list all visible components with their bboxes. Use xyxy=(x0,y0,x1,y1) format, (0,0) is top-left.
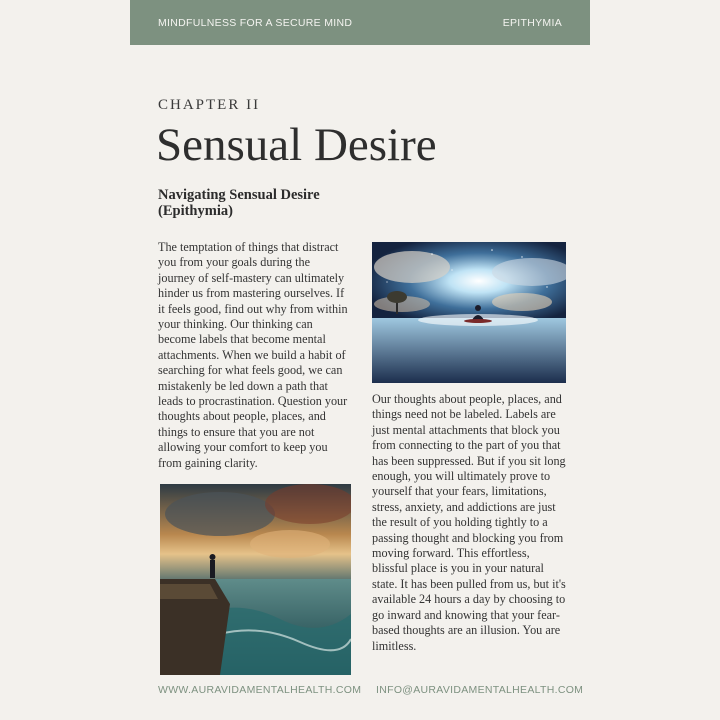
left-paragraph: The temptation of things that distract you from your goals during the journey of self-mastery can ultimately hinder us from mastering ourselves. If it feels good, find out why from within your thinking. Our thinking can become labels that become mental attachments. When we build a habit of searching for what feels good, we can mistakenly be led down a path that leads to procrastination. Question your thoughts about people, places, and things to ensure that you are not allowing your comfort to keep you from gaining clarity. xyxy=(158,240,348,470)
header-series-title: MINDFULNESS FOR A SECURE MIND xyxy=(158,16,353,29)
header-topic: EPITHYMIA xyxy=(502,16,562,29)
cliff-storm-image xyxy=(160,484,351,675)
meditation-reflection-image xyxy=(372,242,566,383)
header-bar xyxy=(130,0,590,45)
email-link[interactable]: INFO@AURAVIDAMENTALHEALTH.COM xyxy=(376,684,584,696)
website-link[interactable]: WWW.AURAVIDAMENTALHEALTH.COM xyxy=(158,684,362,696)
left-column xyxy=(158,240,350,471)
right-paragraph: Our thoughts about people, places, and things need not be labeled. Labels are just mental attachments that block you from connecting to the part of you that has been suppressed. But if you sit long enough, you will ultimately prove to yourself that your fears, limitations, stress, anxiety, and addictions are just the result of you holding tightly to a passing thought and blocking you from moving forward. This effortless, blissful place is you in your natural state. It has been pulled from us, but it's available 24 hours a day by choosing to go inward and knowing that your fear-based thoughts are an illusion. You are limitless. xyxy=(372,392,566,653)
section-subtitle: Navigating Sensual Desire (Epithymia) xyxy=(158,187,320,219)
right-column xyxy=(372,392,568,654)
chapter-label: CHAPTER II xyxy=(158,97,261,113)
page-title: Sensual Desire xyxy=(156,119,437,171)
